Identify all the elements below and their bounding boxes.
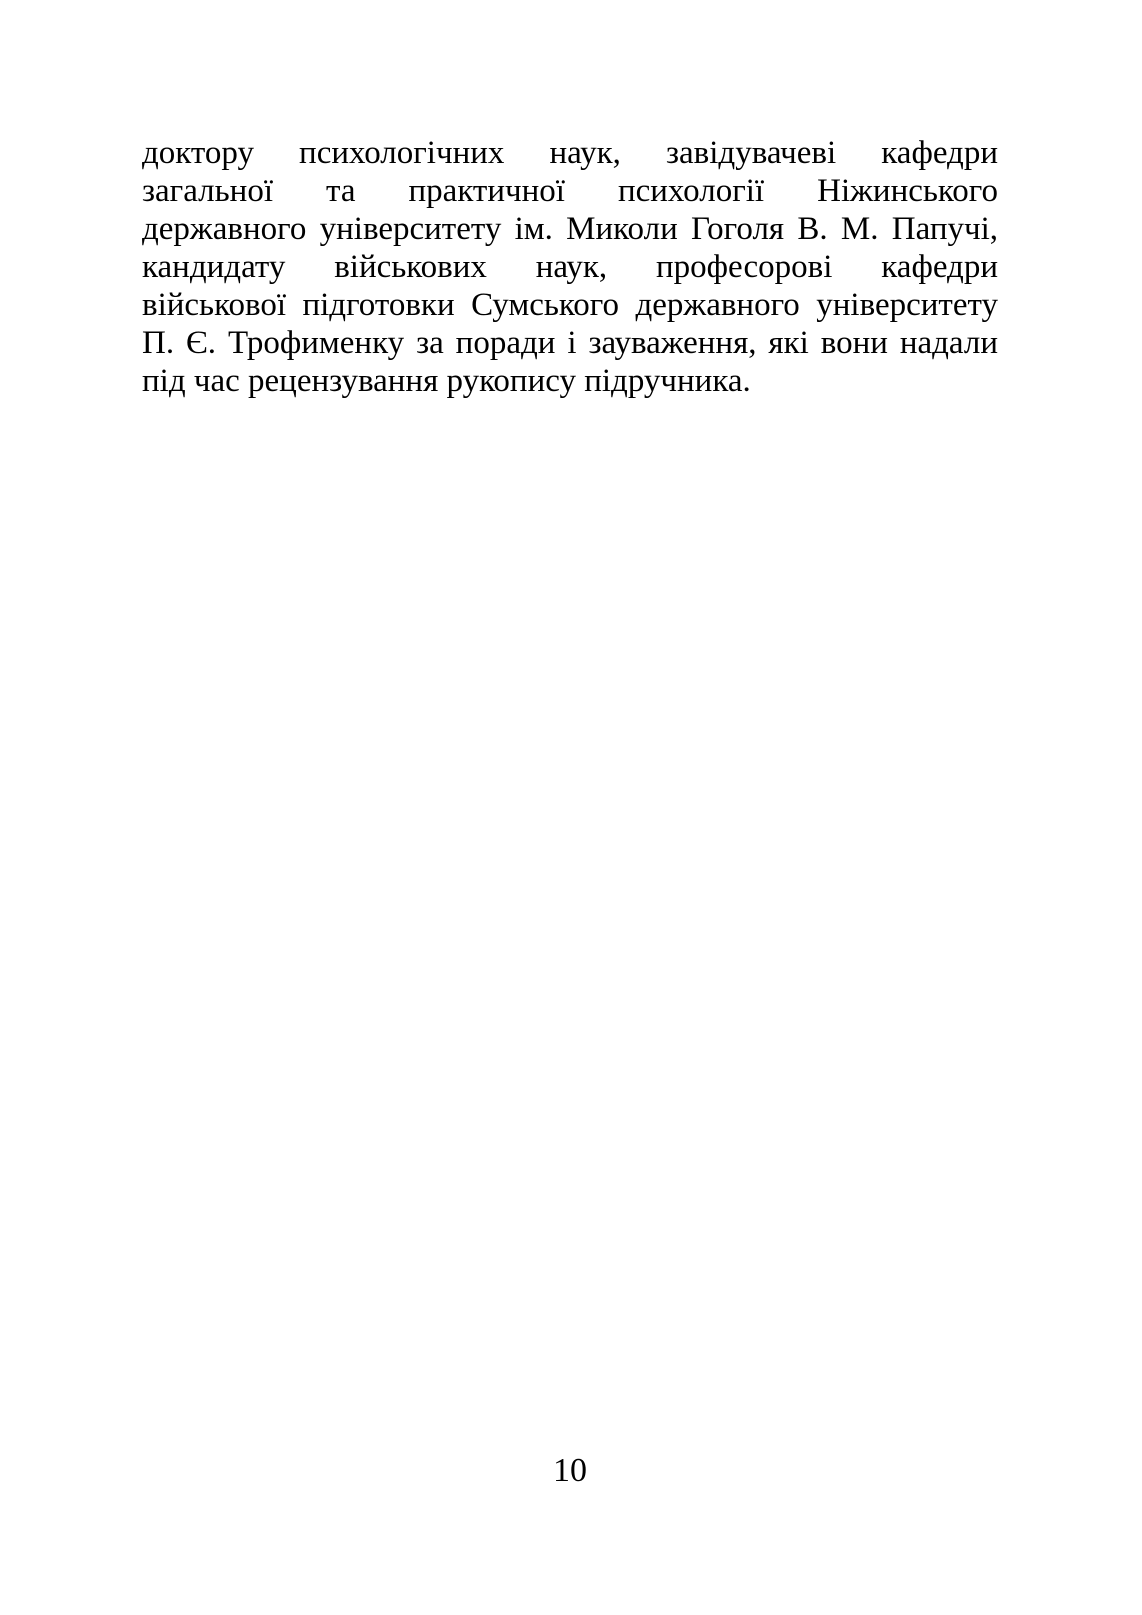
paragraph-line: кандидату військових наук, професорові кафедри	[142, 249, 998, 285]
page-number: 10	[553, 1452, 587, 1489]
paragraph-line: під час рецензування рукопису підручника.	[142, 363, 751, 399]
acknowledgement-paragraph	[142, 134, 998, 400]
paragraph-line: П. Є. Трофименку за поради і зауваження, які вони надали	[142, 325, 998, 361]
paragraph-line: державного університету ім. Миколи Гоголя В. М. Папучі,	[142, 211, 998, 247]
paragraph-line: військової підготовки Сумського державного університету	[142, 287, 998, 323]
paragraph-line: доктору психологічних наук, завідувачеві кафедри	[142, 135, 998, 171]
paragraph-line: загальної та практичної психології Ніжинського	[142, 173, 998, 209]
